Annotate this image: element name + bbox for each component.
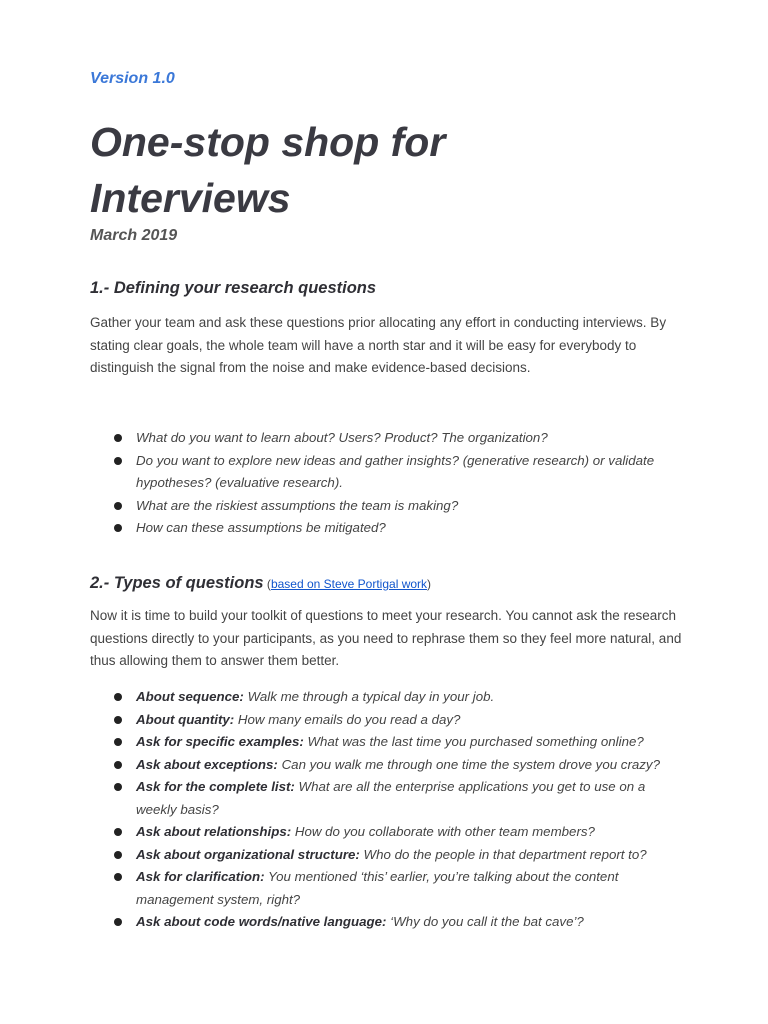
section-1-paragraph: Gather your team and ask these questions prior allocating any effort in conducting interviews. By stating clear goals, the whole team will have a north star and it will be easy for everybody to distinguish the signal from the noise and make evidence-based decisions. xyxy=(90,315,667,375)
list-item: How can these assumptions be mitigated? xyxy=(114,517,674,540)
research-questions-list xyxy=(114,427,674,540)
list-item: Ask about exceptions: Can you walk me through one time the system drove you crazy? xyxy=(114,754,674,777)
section-2-heading-text: 2.- Types of questions xyxy=(90,574,264,592)
bullet-icon xyxy=(114,783,122,791)
bullet-icon xyxy=(114,738,122,746)
section-2-paragraph: Now it is time to build your toolkit of questions to meet your research. You cannot ask the research questions directly to your participants, as you need to rephrase them so they feel more natural, and thus allowing them to answer them better. xyxy=(90,608,682,668)
bullet-icon xyxy=(114,873,122,881)
list-item: Ask about code words/native language: ‘Why do you call it the bat cave’? xyxy=(114,911,674,934)
reference-link[interactable]: based on Steve Portigal work xyxy=(270,577,428,591)
bullet-icon xyxy=(114,502,122,510)
bullet-icon xyxy=(114,716,122,724)
section-1-heading: 1.- Defining your research questions xyxy=(90,279,377,297)
list-item: What are the riskiest assumptions the team is making? xyxy=(114,495,674,518)
bullet-icon xyxy=(114,524,122,532)
list-item: Ask for clarification: You mentioned ‘this’ earlier, you’re talking about the content management system, right? xyxy=(114,866,674,911)
list-item: What do you want to learn about? Users? Product? The organization? xyxy=(114,427,674,450)
list-item: About sequence: Walk me through a typical day in your job. xyxy=(114,686,674,709)
bullet-icon xyxy=(114,851,122,859)
bullet-icon xyxy=(114,434,122,442)
bullet-icon xyxy=(114,761,122,769)
document-title: One-stop shop for Interviews xyxy=(90,119,446,221)
section-2-heading xyxy=(90,574,431,593)
bullet-icon xyxy=(114,828,122,836)
bullet-icon xyxy=(114,693,122,701)
list-item: About quantity: How many emails do you read a day? xyxy=(114,709,674,732)
list-item: Ask about organizational structure: Who do the people in that department report to? xyxy=(114,844,674,867)
list-item: Ask for specific examples: What was the last time you purchased something online? xyxy=(114,731,674,754)
list-item: Ask about relationships: How do you collaborate with other team members? xyxy=(114,821,674,844)
reference: (based on Steve Portigal work) xyxy=(263,577,432,591)
bullet-icon xyxy=(114,918,122,926)
question-types-list xyxy=(114,686,674,934)
list-item: Ask for the complete list: What are all the enterprise applications you get to use on a weekly basis? xyxy=(114,776,674,821)
version-label: Version 1.0 xyxy=(90,70,175,87)
bullet-icon xyxy=(114,457,122,465)
list-item: Do you want to explore new ideas and gather insights? (generative research) or validate hypotheses? (evaluative research). xyxy=(114,450,674,495)
document-date: March 2019 xyxy=(90,227,178,244)
